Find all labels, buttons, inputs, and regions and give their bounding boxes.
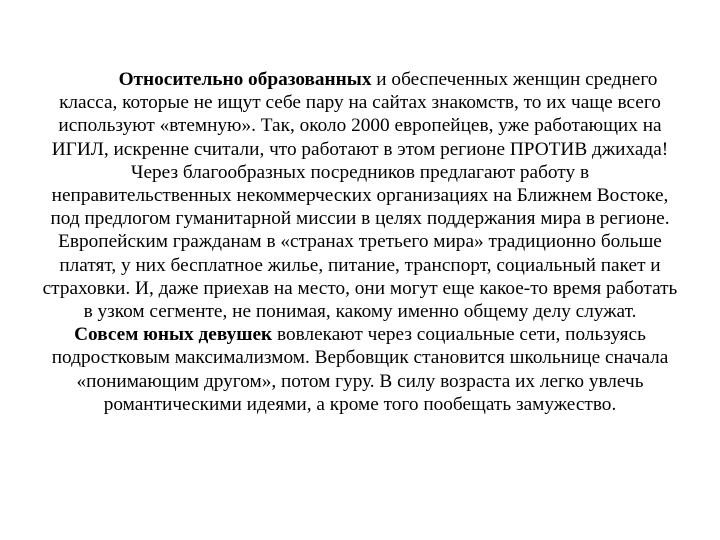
paragraph-2-text: вовлекают через социальные сети, пользуясь подростковым максимализмом. Вербовщик становится школьнице сначала «понимающим другом», потом гуру. В силу возраста их легко увлечь романтическими идеями, а кроме того пообещать замужество. [51, 324, 669, 415]
paragraph-1-text: и обеспеченных женщин среднего класса, которые не ищут себе пару на сайтах знакомств, то их чаще всего используют «втемную». Так, около 2000 европейцев, уже работающих на ИГИЛ, искренне считали, что работают в этом регионе ПРОТИВ джихада! Через благообразных посредников предлагают работу в неправительственных некоммерческих организациях на Ближнем Востоке, под предлогом гуманитарной миссии в целях поддержания мира в регионе. Европейским гражданам в «странах третьего мира» традиционно больше платят, у них бесплатное жилье, питание, транспорт, социальный пакет и страховки. И, даже приехав на место, они могут еще какое-то время работать в узком сегменте, не понимая, какому именно общему делу служат. [42, 69, 678, 323]
paragraph-1 [40, 68, 680, 323]
paragraph-2-bold-lead: Совсем юных девушек [74, 324, 273, 346]
paragraph-1-bold-lead: Относительно образованных [118, 69, 372, 90]
text-body [40, 68, 680, 416]
paragraph-2 [40, 323, 680, 416]
